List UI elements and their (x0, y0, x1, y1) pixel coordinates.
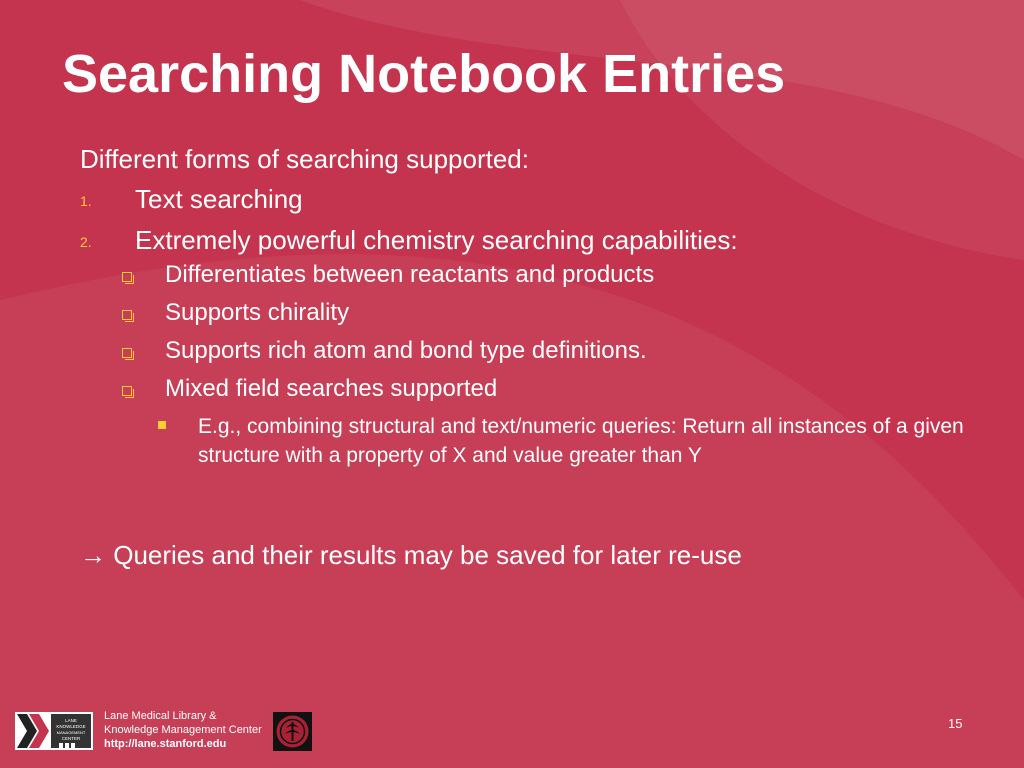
svg-text:CENTER: CENTER (61, 736, 81, 741)
svg-text:KNOWLEDGE: KNOWLEDGE (56, 724, 86, 729)
slide-content (80, 142, 980, 470)
sub-bullet-item (80, 372, 980, 410)
sub-bullet-item (80, 296, 980, 334)
item-text: Text searching (135, 184, 303, 214)
item-number: 2. (80, 234, 92, 250)
item-text: Extremely powerful chemistry searching capabilities: (135, 225, 738, 255)
numbered-item (80, 176, 980, 217)
sub-sub-bullet-text: E.g., combining structural and text/numeric queries: Return all instances of a given structure with a property of X and value greater than Y (198, 415, 964, 467)
slide-title: Searching Notebook Entries (62, 44, 786, 104)
svg-text:LANE: LANE (65, 718, 77, 723)
sub-bullet-text: Differentiates between reactants and products (165, 261, 655, 288)
checkbox-bullet-icon (122, 386, 132, 396)
footer-org-line1: Lane Medical Library & (104, 710, 217, 722)
square-bullet-icon (158, 421, 166, 429)
checkbox-bullet-icon (122, 310, 132, 320)
note-text: → Queries and their results may be saved for later re-use (80, 540, 742, 570)
sub-bullet-text: Supports chirality (165, 299, 350, 326)
sub-bullet-text: Supports rich atom and bond type definitions. (165, 337, 647, 364)
sub-bullet-item (80, 334, 980, 372)
svg-text:MANAGEMENT: MANAGEMENT (56, 730, 86, 735)
stanford-seal-logo (273, 712, 312, 751)
sub-bullet-text: Mixed field searches supported (165, 375, 498, 402)
sub-sub-bullet-item (80, 412, 980, 470)
intro-text: Different forms of searching supported: (80, 144, 529, 174)
sub-bullet-item (80, 258, 980, 296)
item-number: 1. (80, 193, 92, 209)
numbered-item (80, 217, 980, 258)
checkbox-bullet-icon (122, 348, 132, 358)
footer-url-link[interactable]: http://lane.stanford.edu (104, 738, 227, 750)
footer-org-line2: Knowledge Management Center (104, 724, 262, 736)
lane-kmc-logo (15, 712, 93, 750)
checkbox-bullet-icon (122, 272, 132, 282)
footer-org-info (104, 709, 262, 751)
page-number: 15 (948, 716, 963, 731)
